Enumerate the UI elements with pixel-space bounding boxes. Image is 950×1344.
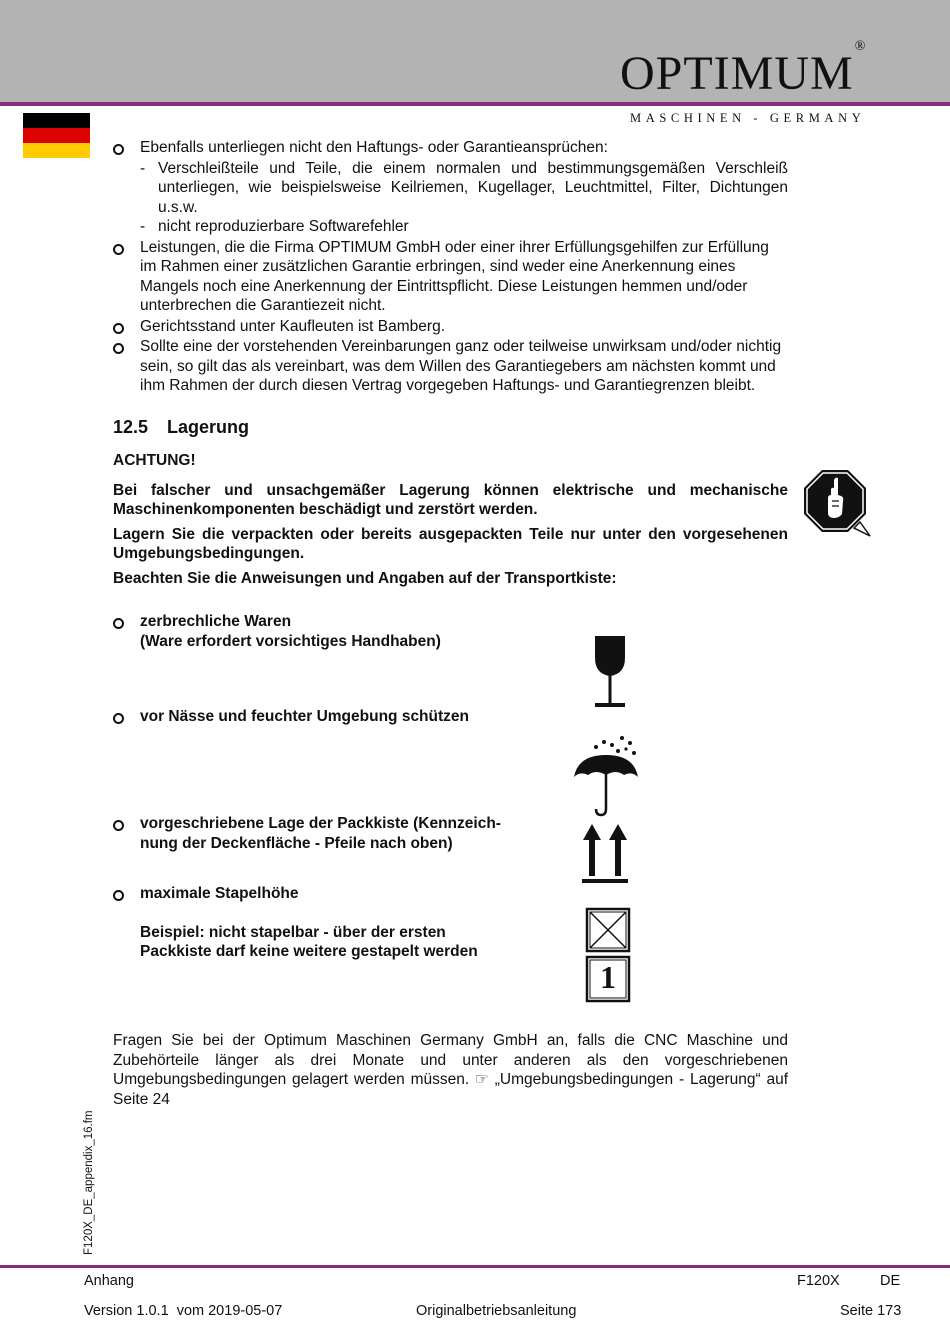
footer-language: DE [880, 1273, 901, 1289]
sub-list-item: - Verschleißteile und Teile, die einem normalen und bestimmungsgemäßen Verschleiß unterliegen, wie beispielsweise Keilriemen, Kugellager, Leuchtmittel, Filter, Dichtungen u.s.w. [140, 159, 788, 216]
closing-paragraph: Fragen Sie bei der Optimum Maschinen Germany GmbH an, falls die CNC Maschine und Zubehörteile länger als drei Monate und unter anderen als den vorgeschriebenen Umgebungsbedingungen gelagert werden müssen. ☞ „Umgebungsbedingungen - Lagerung“ auf Seite 24 [113, 1032, 789, 1108]
instruction-paragraph: Beachten Sie die Anweisungen und Angaben auf der Transportkiste: [113, 569, 617, 587]
header-rule [0, 102, 950, 106]
footer-model: F120X [797, 1273, 840, 1289]
sub-list-item: - nicht reproduzierbare Softwarefehler [140, 218, 409, 235]
this-side-up-arrows-icon [580, 822, 630, 886]
stack-number: 1 [600, 959, 616, 995]
main-content [113, 138, 788, 593]
list-item: Sollte eine der vorstehenden Vereinbarungen ganz oder teilweise unwirksam und/oder nichtig sein, so gilt das als vereinbart, was dem Willen des Garantiegebers am nächsten kommt und ihm Rahmen der durch diesen Vertrag vorgegeben Haftungs- und Garantiegrenzen bleibt. [113, 337, 788, 396]
bullet-icon [113, 144, 124, 155]
source-file-label: F120X_DE_appendix_16.fm [83, 1110, 95, 1255]
bullet-icon [113, 244, 124, 255]
brand-subtitle: MASCHINEN - GERMANY [630, 111, 866, 125]
bullet-icon [113, 713, 124, 724]
list-item: maximale Stapelhöhe Beispiel: nicht stapelbar - über der ersten Packkiste darf keine weitere gestapelt werden [113, 884, 478, 962]
bullet-icon [113, 890, 124, 901]
list-item: Leistungen, die die Firma OPTIMUM GmbH oder einer ihrer Erfüllungsgehilfen zur Erfüllung im Rahmen einer zusätzlichen Garantie erbringen, sind weder eine Anerkennung eines Mangels noch eine Anerkennung der Eintrittspflicht. Diese Leistungen hemmen und/oder unterbrechen die Garantiezeit nicht. [113, 238, 788, 316]
footer-page-number: Seite 173 [840, 1303, 902, 1319]
bullet-icon [113, 618, 124, 629]
german-flag-icon [23, 113, 90, 158]
list-item: vor Nässe und feuchter Umgebung schützen [113, 707, 469, 727]
warning-title: ACHTUNG! [113, 452, 196, 469]
footer-doc-type: Originalbetriebsanleitung [416, 1303, 577, 1319]
bullet-icon [113, 343, 124, 354]
page-reference-link[interactable]: „Umgebungsbedingungen - Lagerung“ auf Seite 24 [113, 1071, 789, 1108]
footer-version: Version 1.0.1 vom 2019-05-07 [84, 1303, 283, 1319]
list-item: vorgeschriebene Lage der Packkiste (Kennzeich- nung der Deckenfläche - Pfeile nach oben) [113, 814, 501, 853]
keep-dry-umbrella-icon [570, 733, 642, 817]
stop-hand-warning-icon [802, 468, 874, 540]
instruction-paragraph: Lagern Sie die verpackten oder bereits ausgepackten Teile nur unter den vorgesehenen Umgebungsbedingungen. [113, 525, 788, 562]
warning-paragraph: Bei falscher und unsachgemäßer Lagerung können elektrische und mechanische Maschinenkomponenten beschädigt und zerstört werden. [113, 481, 788, 518]
list-item: Ebenfalls unterliegen nicht den Haftungs- oder Garantieansprüchen: [113, 138, 788, 158]
list-item: zerbrechliche Waren (Ware erfordert vorsichtiges Handhaben) [113, 612, 441, 651]
list-item: Gerichtsstand unter Kaufleuten ist Bamberg. [113, 317, 788, 337]
footer-chapter: Anhang [84, 1273, 134, 1289]
bullet-icon [113, 820, 124, 831]
brand-logo: OPTIMUM® [620, 39, 867, 100]
footer-rule [0, 1265, 950, 1268]
bullet-icon [113, 323, 124, 334]
fragile-glass-icon [588, 634, 632, 710]
section-heading: 12.5 Lagerung [113, 416, 250, 437]
reference-pointer-icon: ☞ [475, 1071, 489, 1088]
